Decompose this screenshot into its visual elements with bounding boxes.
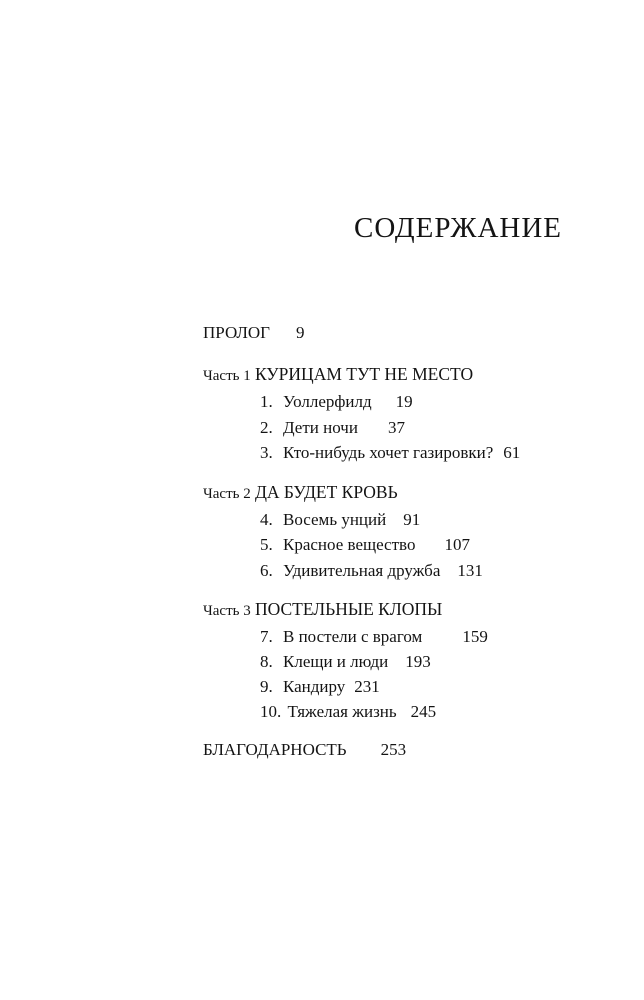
part-title: ДА БУДЕТ КРОВЬ — [254, 482, 398, 502]
toc-chapter-5[interactable] — [260, 535, 470, 555]
toc-chapter-3[interactable] — [260, 443, 520, 463]
part-title: ПОСТЕЛЬНЫЕ КЛОПЫ — [254, 599, 443, 619]
toc-part-1[interactable] — [203, 364, 473, 385]
toc-page-number: 37 — [387, 418, 405, 437]
chapter-number: 2. — [260, 418, 273, 437]
chapter-number: 6. — [260, 561, 273, 580]
toc-page-number: 159 — [462, 627, 488, 646]
toc-chapter-8[interactable] — [260, 652, 431, 672]
toc-part-2[interactable] — [203, 482, 398, 503]
toc-page-number: 91 — [403, 510, 421, 529]
chapter-title: Восемь унций — [283, 510, 387, 529]
chapter-number: 5. — [260, 535, 273, 554]
toc-page-number: 253 — [380, 740, 407, 759]
toc-page-number: 193 — [405, 652, 431, 671]
toc-page-number: 9 — [296, 323, 305, 342]
chapter-title: Красное вещество — [283, 535, 416, 554]
part-prefix: Часть 2 — [203, 486, 251, 502]
toc-chapter-10[interactable] — [260, 702, 436, 722]
chapter-number: 3. — [260, 443, 273, 462]
chapter-number: 10. — [260, 702, 282, 721]
toc-part-3[interactable] — [203, 599, 442, 620]
toc-entry-label: ПРОЛОГ — [203, 323, 271, 342]
toc-chapter-2[interactable] — [260, 418, 405, 438]
toc-entry-label: БЛАГОДАРНОСТЬ — [203, 740, 347, 759]
toc-page-number: 61 — [503, 443, 521, 462]
chapter-title: Тяжелая жизнь — [287, 702, 397, 721]
chapter-number: 1. — [260, 392, 273, 411]
chapter-title: Кандиру — [283, 677, 346, 696]
toc-chapter-9[interactable] — [260, 677, 380, 697]
toc-chapter-6[interactable] — [260, 561, 483, 581]
toc-page-number: 245 — [410, 702, 437, 721]
chapter-title: В постели с врагом — [283, 627, 423, 646]
part-prefix: Часть 1 — [203, 368, 251, 384]
toc-entry-acknowledgements[interactable] — [203, 740, 406, 760]
chapter-title: Уоллерфилд — [283, 392, 372, 411]
toc-chapter-4[interactable] — [260, 510, 420, 530]
page-title: СОДЕРЖАНИЕ — [354, 212, 562, 244]
toc-page-number: 107 — [444, 535, 470, 554]
toc-page-number: 131 — [457, 561, 483, 580]
chapter-title: Удивительная дружба — [283, 561, 441, 580]
toc-chapter-1[interactable] — [260, 392, 413, 412]
chapter-title: Дети ночи — [283, 418, 358, 437]
chapter-title: Кто-нибудь хочет газировки? — [283, 443, 494, 462]
toc-entry-prologue[interactable] — [203, 323, 305, 343]
chapter-number: 4. — [260, 510, 273, 529]
toc-page-number: 231 — [354, 677, 380, 696]
chapter-number: 9. — [260, 677, 273, 696]
chapter-number: 7. — [260, 627, 273, 646]
chapter-number: 8. — [260, 652, 273, 671]
toc-chapter-7[interactable] — [260, 627, 488, 647]
part-title: КУРИЦАМ ТУТ НЕ МЕСТО — [254, 364, 474, 384]
chapter-title: Клещи и люди — [283, 652, 389, 671]
part-prefix: Часть 3 — [203, 603, 251, 619]
toc-page-number: 19 — [395, 392, 413, 411]
